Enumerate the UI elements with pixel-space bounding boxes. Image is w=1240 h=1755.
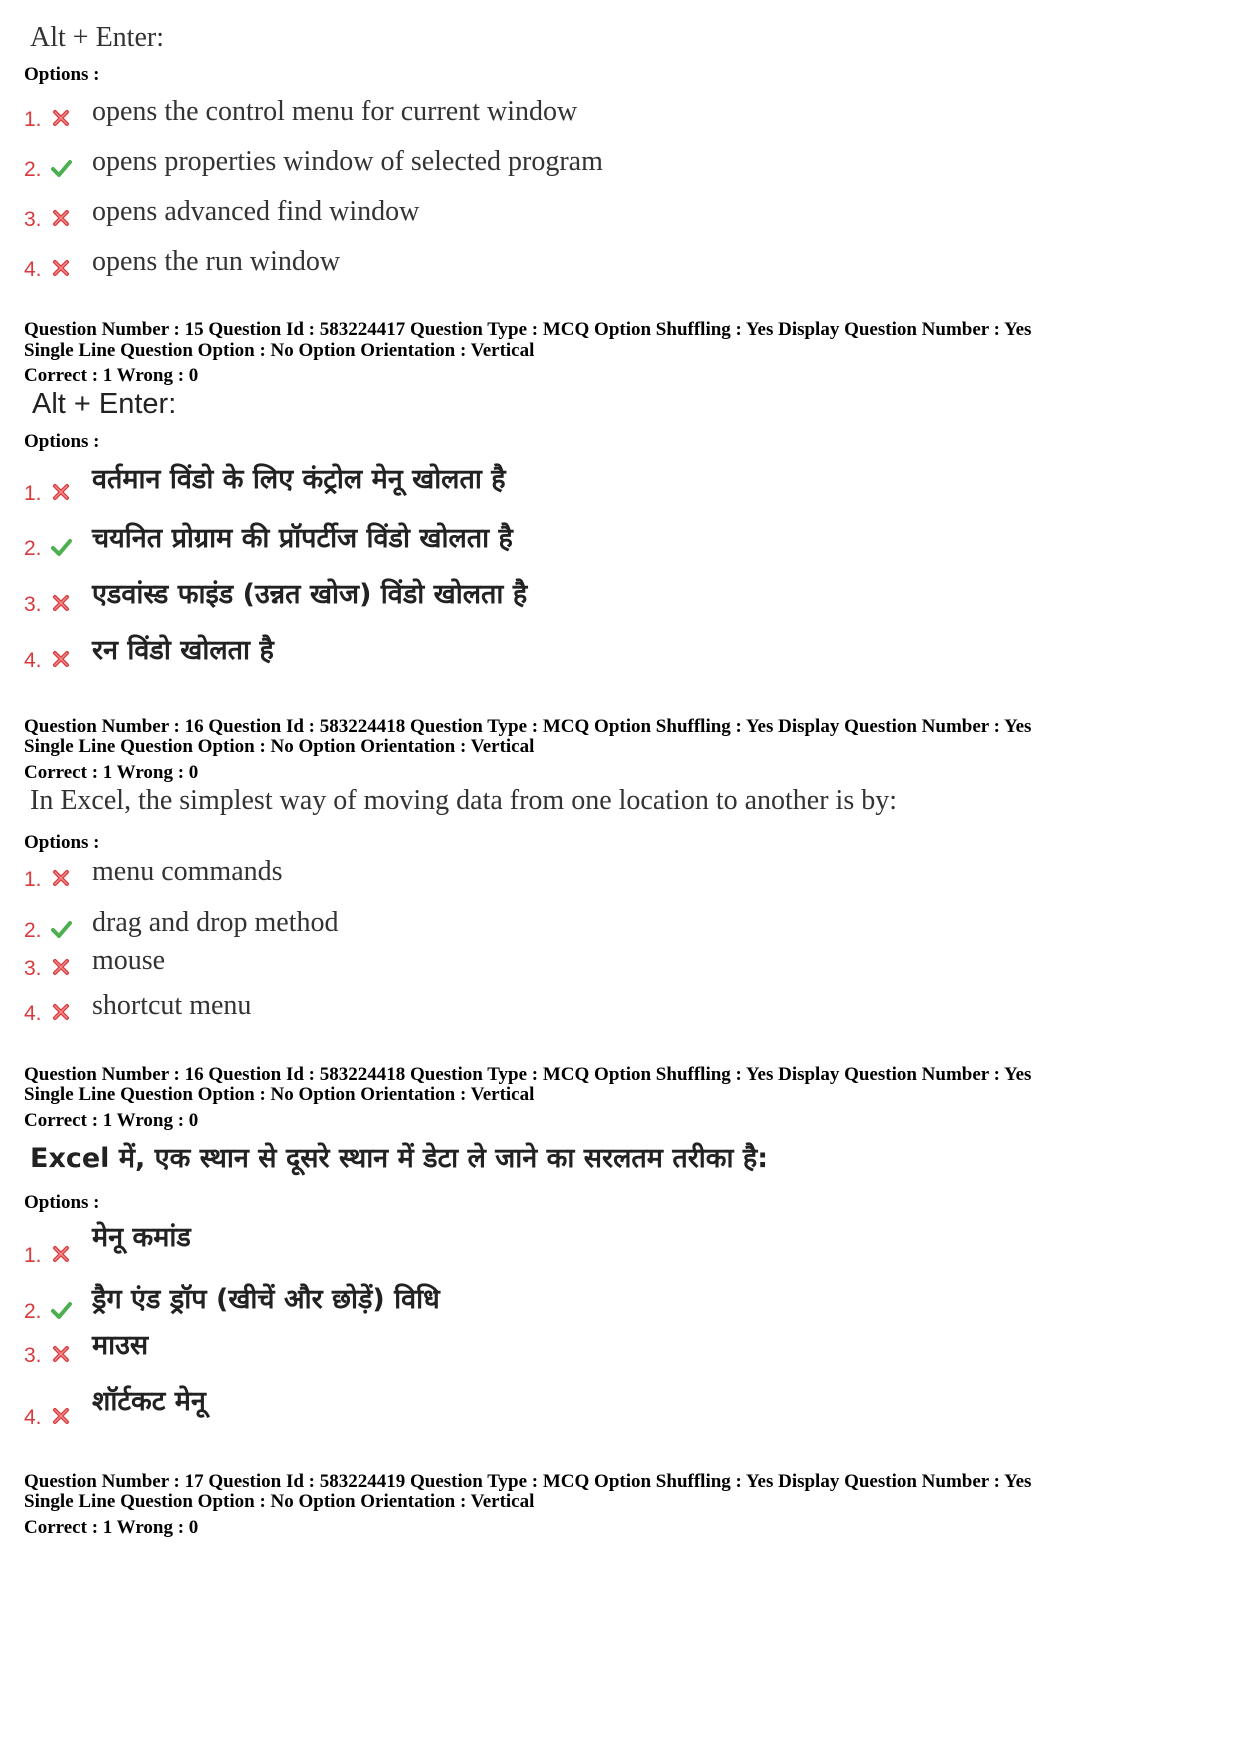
question-text: Alt + Enter: (30, 22, 164, 53)
question-text: Excel में, एक स्थान से दूसरे स्थान में डेटा ले जाने का सरलतम तरीका है: (30, 1143, 769, 1174)
option-item (24, 852, 1174, 892)
option-item (24, 192, 1174, 232)
options-label: Options : (24, 1192, 100, 1213)
option-item (24, 466, 1174, 506)
wrong-mark-icon (50, 648, 72, 670)
wrong-mark-icon (50, 1343, 72, 1365)
marks-info: Correct : 1 Wrong : 0 (24, 762, 199, 783)
question-text: Alt + Enter: (32, 388, 177, 420)
option-number: 3. (24, 957, 42, 980)
option-text: opens advanced find window (92, 196, 420, 227)
option-item (24, 242, 1174, 282)
option-text: रन विंडो खोलता है (92, 635, 274, 666)
options-label: Options : (24, 64, 100, 85)
option-number: 3. (24, 593, 42, 616)
option-item (24, 1222, 1174, 1268)
option-item (24, 142, 1174, 182)
option-item (24, 986, 1174, 1026)
option-number: 1. (24, 482, 42, 505)
question-meta-line: Question Number : 16 Question Id : 583224418 Question Type : MCQ Option Shuffling : Yes Display Question Number : Yes (24, 716, 1032, 737)
marks-info: Correct : 1 Wrong : 0 (24, 365, 199, 386)
option-item (24, 1328, 1174, 1368)
option-item (24, 1284, 1174, 1324)
option-item (24, 577, 1174, 617)
option-item (24, 941, 1174, 981)
option-text: mouse (92, 945, 166, 976)
option-text: menu commands (92, 856, 283, 887)
option-text: opens the control menu for current window (92, 96, 578, 127)
option-text: एडवांस्ड फाइंड (उन्नत खोज) विंडो खोलता है (92, 579, 528, 610)
option-text: ड्रैग एंड ड्रॉप (खीचें और छोड़ें) विधि (92, 1284, 440, 1315)
option-number: 2. (24, 158, 42, 181)
option-item (24, 1386, 1174, 1430)
option-number: 4. (24, 258, 42, 281)
option-text: वर्तमान विंडो के लिए कंट्रोल मेनू खोलता है (92, 464, 506, 495)
correct-checkmark-icon (50, 1299, 72, 1321)
question-meta-line: Single Line Question Option : No Option Orientation : Vertical (24, 340, 535, 361)
question-meta-line: Single Line Question Option : No Option Orientation : Vertical (24, 1491, 535, 1512)
wrong-mark-icon (50, 257, 72, 279)
option-number: 3. (24, 1344, 42, 1367)
option-text: माउस (92, 1330, 149, 1361)
option-text: मेनू कमांड (92, 1222, 191, 1253)
option-text: शॉर्टकट मेनू (92, 1386, 206, 1417)
question-meta-line: Question Number : 16 Question Id : 583224418 Question Type : MCQ Option Shuffling : Yes Display Question Number : Yes (24, 1064, 1032, 1085)
question-meta-line: Single Line Question Option : No Option Orientation : Vertical (24, 736, 535, 757)
option-item (24, 633, 1174, 673)
option-number: 1. (24, 108, 42, 131)
correct-checkmark-icon (50, 157, 72, 179)
wrong-mark-icon (50, 207, 72, 229)
wrong-mark-icon (50, 107, 72, 129)
option-number: 1. (24, 868, 42, 891)
option-number: 1. (24, 1244, 42, 1267)
wrong-mark-icon (50, 481, 72, 503)
marks-info: Correct : 1 Wrong : 0 (24, 1517, 199, 1538)
option-number: 2. (24, 919, 42, 942)
option-item (24, 903, 1174, 943)
option-text: चयनित प्रोग्राम की प्रॉपर्टीज विंडो खोलता है (92, 523, 513, 554)
option-item (24, 521, 1174, 561)
wrong-mark-icon (50, 867, 72, 889)
option-text: opens properties window of selected program (92, 146, 603, 177)
option-text: shortcut menu (92, 990, 252, 1021)
option-text: opens the run window (92, 246, 341, 277)
wrong-mark-icon (50, 1001, 72, 1023)
option-number: 3. (24, 208, 42, 231)
question-meta-line: Question Number : 17 Question Id : 583224419 Question Type : MCQ Option Shuffling : Yes Display Question Number : Yes (24, 1471, 1032, 1492)
question-meta-line: Single Line Question Option : No Option Orientation : Vertical (24, 1084, 535, 1105)
option-item (24, 92, 1174, 132)
wrong-mark-icon (50, 1405, 72, 1427)
option-number: 4. (24, 1002, 42, 1025)
wrong-mark-icon (50, 956, 72, 978)
option-number: 2. (24, 537, 42, 560)
options-label: Options : (24, 832, 100, 853)
options-label: Options : (24, 431, 100, 452)
option-number: 2. (24, 1300, 42, 1323)
option-number: 4. (24, 649, 42, 672)
wrong-mark-icon (50, 592, 72, 614)
wrong-mark-icon (50, 1243, 72, 1265)
marks-info: Correct : 1 Wrong : 0 (24, 1110, 199, 1131)
option-text: drag and drop method (92, 907, 339, 938)
correct-checkmark-icon (50, 918, 72, 940)
question-meta-line: Question Number : 15 Question Id : 583224417 Question Type : MCQ Option Shuffling : Yes Display Question Number : Yes (24, 319, 1032, 340)
option-number: 4. (24, 1406, 42, 1429)
question-text: In Excel, the simplest way of moving data from one location to another is by: (30, 785, 898, 816)
correct-checkmark-icon (50, 536, 72, 558)
